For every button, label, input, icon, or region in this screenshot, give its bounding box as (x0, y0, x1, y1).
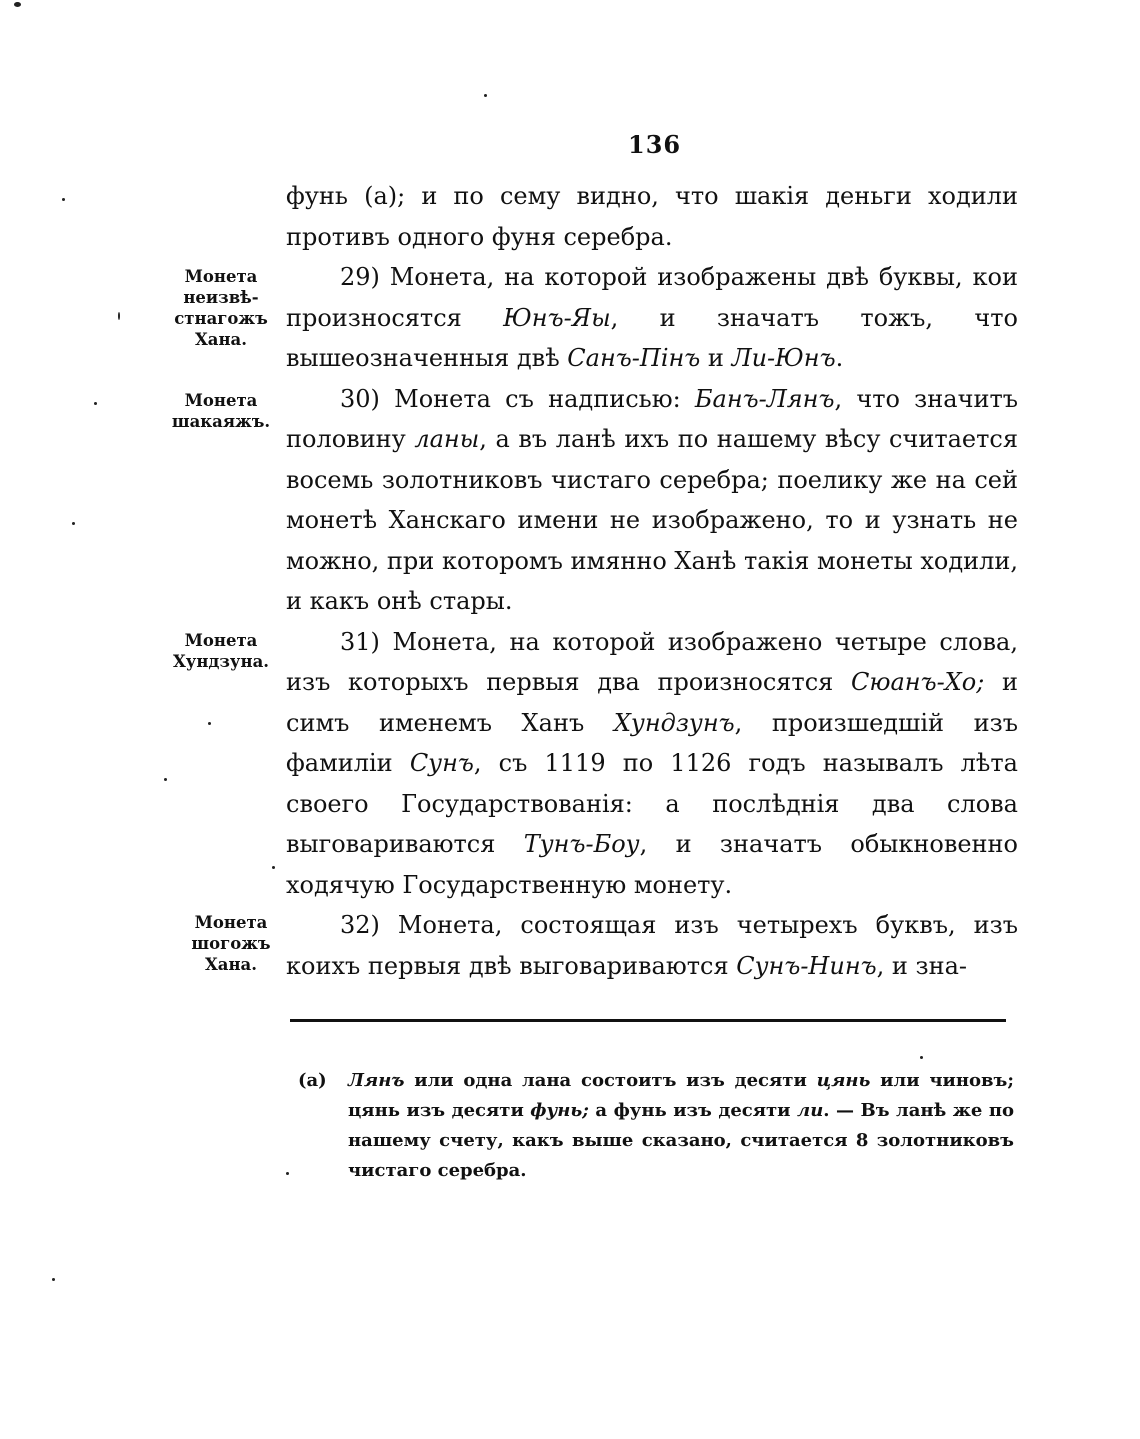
margin-note-line: Монета (184, 631, 258, 650)
paragraph-32: 32) Монета, состоящая изъ четырехъ буквъ, изъ коихъ первыя двѣ выговариваются Сунъ-Нинъ, и зна- (286, 911, 1018, 980)
margin-note-line: Хана. (194, 330, 247, 349)
margin-note-line: Монета (184, 267, 258, 286)
page-number: 136 (628, 130, 682, 159)
scan-speck (208, 722, 211, 725)
scan-speck (52, 1278, 55, 1281)
scan-speck (94, 402, 97, 405)
margin-note-line: Монета (184, 391, 258, 410)
footnote (298, 1066, 1014, 1186)
scan-speck (72, 522, 75, 525)
margin-note-same-coin (166, 390, 276, 432)
scan-speck (62, 198, 65, 201)
margin-note-hundzun (166, 630, 276, 672)
scan-speck (272, 866, 275, 869)
margin-note-line: стнагожъ (174, 309, 268, 328)
scan-speck (14, 2, 21, 7)
margin-note-unknown-khan (166, 266, 276, 350)
scan-speck (484, 94, 487, 97)
margin-note-line: Хундзуна. (172, 652, 270, 671)
scan-speck (920, 1056, 923, 1059)
margin-note-line: Хана. (204, 955, 257, 974)
scan-speck (118, 312, 120, 320)
margin-note-line: неизвѣ- (183, 288, 259, 307)
margin-note-line: шакаяжъ. (171, 412, 271, 431)
paragraph-29: 29) Монета, на которой изображены двѣ буквы, кои произносятся Юнъ-Яы, и значатъ тожъ, что вышеозначенныя двѣ Санъ-Пінъ и Ли-Юнъ. (286, 263, 1018, 372)
scan-speck (286, 1172, 289, 1175)
footnote-mark: (а) (298, 1070, 327, 1091)
scan-speck (164, 778, 167, 781)
page-body (286, 176, 1018, 986)
footnote-divider (290, 1019, 1006, 1022)
margin-note-same-khan (176, 912, 286, 975)
paragraph-continuation: фунь (а); и по сему видно, что шакія деньги ходили противъ одного фуня серебра. (286, 182, 1018, 251)
footnote-text: Лянъ или одна лана состоитъ изъ десяти цянь или чиновъ; цянь изъ десяти фунь; а фунь изъ десяти ли. — Въ ланѣ же по нашему счету, какъ выше сказано, считается 8 золотниковъ чистаго серебра. (348, 1070, 1015, 1181)
margin-note-line: Монета (194, 913, 268, 932)
paragraph-30: 30) Монета съ надписью: Банъ-Лянъ, что значитъ половину ланы, а въ ланѣ ихъ по нашему вѣсу считается восемь золотниковъ чистаго серебра; поелику же на сей монетѣ Ханскаго имени не изображено, то и узнать не можно, при которомъ имянно Ханѣ такія монеты ходили, и какъ онѣ стары. (286, 384, 1018, 615)
paragraph-31: 31) Монета, на которой изображено четыре слова, изъ которыхъ первыя два произносятся Сюанъ-Хо; и симъ именемъ Ханъ Хундзунъ, произшедшій изъ фамиліи Сунъ, съ 1119 по 1126 годъ называлъ лѣта своего Государствованія: а послѣднія два слова выговариваются Тунъ-Боу, и значатъ обыкновенно ходячую Государственную монету. (286, 627, 1019, 899)
margin-note-line: шогожъ (191, 934, 271, 953)
